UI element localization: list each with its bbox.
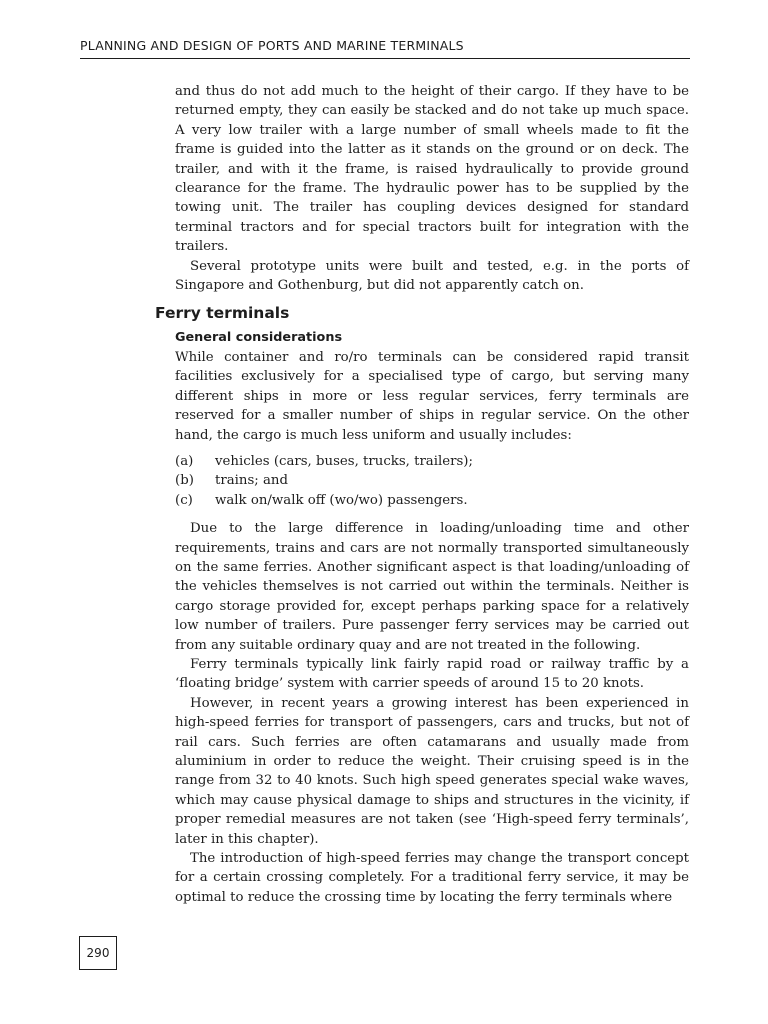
paragraph: The introduction of high-speed ferries may change the transport concept for a certain crossing completely. For a traditional ferry service, it may be optimal to reduce the crossing time by locating the ferry terminals where [175,851,689,905]
paragraph: and thus do not add much to the height of their cargo. If they have to be returned empty, they can easily be stacked and do not take up much space. A very low trailer with a large number of small wheels made to fit the frame is guided into the latter as it stands on the ground or on deck. The trailer, and with it the frame, is raised hydraulically to provide ground clearance for the frame. The hydraulic power has to be supplied by the towing unit. The trailer has coupling devices designed for standard terminal tractors and for special tractors built for integration with the trailers. [175,84,689,255]
paragraph: Several prototype units were built and tested, e.g. in the ports of Singapore and Gothenburg, but did not apparently catch on. [175,258,689,294]
cargo-list [175,452,689,510]
list-item [175,491,689,510]
section-heading: Ferry terminals [155,304,290,323]
paragraph: Ferry terminals typically link fairly rapid road or railway traffic by a ‘floating bridge’ system with carrier speeds of around 15 to 20 knots. [175,656,689,692]
list-item-text: walk on/walk off (wo/wo) passengers. [215,492,468,508]
paragraph: Due to the large difference in loading/unloading time and other requirements, trains and cars are not normally transported simultaneously on the same ferries. Another significant aspect is that loading/unloading of the vehicles themselves is not carried out within the terminals. Neither is cargo storage provided for, except perhaps parking space for a relatively low number of trailers. Pure passenger ferry services may be carried out from any suitable ordinary quay and are not treated in the following. [175,521,689,653]
list-item [175,452,689,471]
list-item-text: vehicles (cars, buses, trucks, trailers); [215,453,473,469]
list-item-text: trains; and [215,473,288,489]
list-marker: (a) [175,453,194,469]
page-number: 290 [79,936,117,970]
subsection-heading: General considerations [175,329,343,345]
list-marker: (b) [175,473,194,489]
paragraph: However, in recent years a growing interest has been experienced in high-speed ferries for transport of passengers, cars and trucks, but not of rail cars. Such ferries are often catamarans and usually made from aluminium in order to reduce the weight. Their cruising speed is in the range from 32 to 40 knots. Such high speed generates special wake waves, which may cause physical damage to ships and structures in the vicinity, if proper remedial measures are not taken (see ‘High-speed ferry terminals’, later in this chapter). [175,695,689,847]
intro-paragraph: While container and ro/ro terminals can be considered rapid transit facilities exclusively for a specialised type of cargo, but serving many different ships in more or less regular services, ferry terminals are reserved for a smaller number of ships in regular service. On the other hand, the cargo is much less uniform and usually includes: [175,349,689,443]
running-head: PLANNING AND DESIGN OF PORTS AND MARINE TERMINALS [80,38,690,59]
list-item [175,471,689,490]
body-text [155,82,689,907]
list-marker: (c) [175,492,193,508]
